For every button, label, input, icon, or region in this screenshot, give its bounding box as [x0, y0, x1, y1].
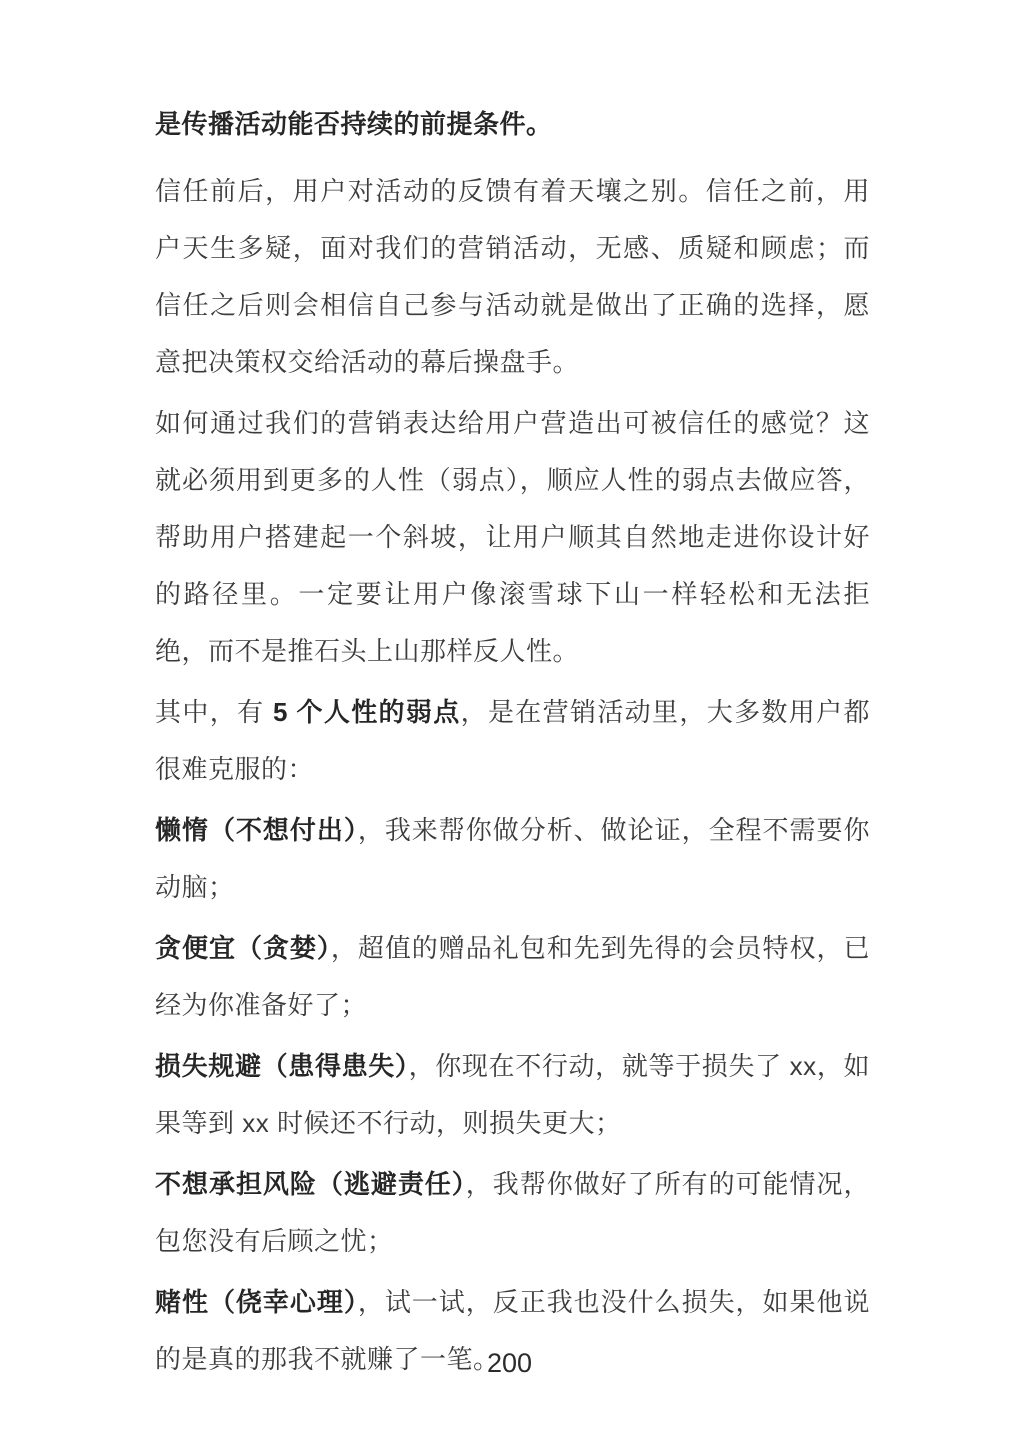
bold-term-gambling: 赌性（侥幸心理） [155, 1287, 358, 1317]
bold-term-five-weaknesses: 5 个人性的弱点 [272, 697, 461, 727]
paragraph-text: ，试一试，反正我也没什么损失，如果他说的是真的那我不就赚了一笔。 [155, 1287, 870, 1374]
paragraph-text: 如何通过我们的营销表达给用户营造出可被信任的感觉？这就必须用到更多的人性（弱点），顺应人性的弱点去做应答，帮助用户搭建起一个斜坡，让用户顺其自然地走进你设计好的路径里。一定要让用户像滚雪球下山一样轻松和无法拒绝，而不是推石头上山那样反人性。 [155, 408, 870, 666]
paragraph-text: ，我来帮你做分析、做论证，全程不需要你动脑； [155, 815, 870, 902]
paragraph-text: 其中，有 [155, 697, 273, 727]
para-loss-aversion [155, 1038, 870, 1152]
bold-term-laziness: 懒惰（不想付出） [155, 815, 358, 845]
paragraph-text: ，我帮你做好了所有的可能情况，包您没有后顾之忧； [155, 1169, 870, 1256]
bold-term-risk-avoidance: 不想承担风险（逃避责任） [155, 1169, 466, 1199]
para-trust-before-after [155, 163, 870, 391]
bold-term-greed: 贪便宜（贪婪） [155, 933, 331, 963]
para-greed [155, 920, 870, 1034]
page-number: 200 [486, 1348, 533, 1378]
paragraph-text: ，是在营销活动里，大多数用户都很难克服的： [155, 697, 870, 784]
para-create-trust-feeling [155, 395, 870, 680]
para-risk-avoidance [155, 1156, 870, 1270]
document-content [155, 0, 870, 1392]
heading-paragraph: 是传播活动能否持续的前提条件。 [155, 109, 553, 139]
paragraph-text: 信任前后，用户对活动的反馈有着天壤之别。信任之前，用户天生多疑，面对我们的营销活动，无感、质疑和顾虑；而信任之后则会相信自己参与活动就是做出了正确的选择，愿意把决策权交给活动的幕后操盘手。 [155, 176, 870, 377]
paragraph-text: ，超值的赠品礼包和先到先得的会员特权，已经为你准备好了； [155, 933, 870, 1020]
para-five-weaknesses-intro [155, 684, 870, 798]
paragraph-text: ，你现在不行动，就等于损失了 xx，如果等到 xx 时候还不行动，则损失更大； [155, 1051, 870, 1138]
bold-term-loss-aversion: 损失规避（患得患失） [155, 1051, 409, 1081]
para-laziness [155, 802, 870, 916]
